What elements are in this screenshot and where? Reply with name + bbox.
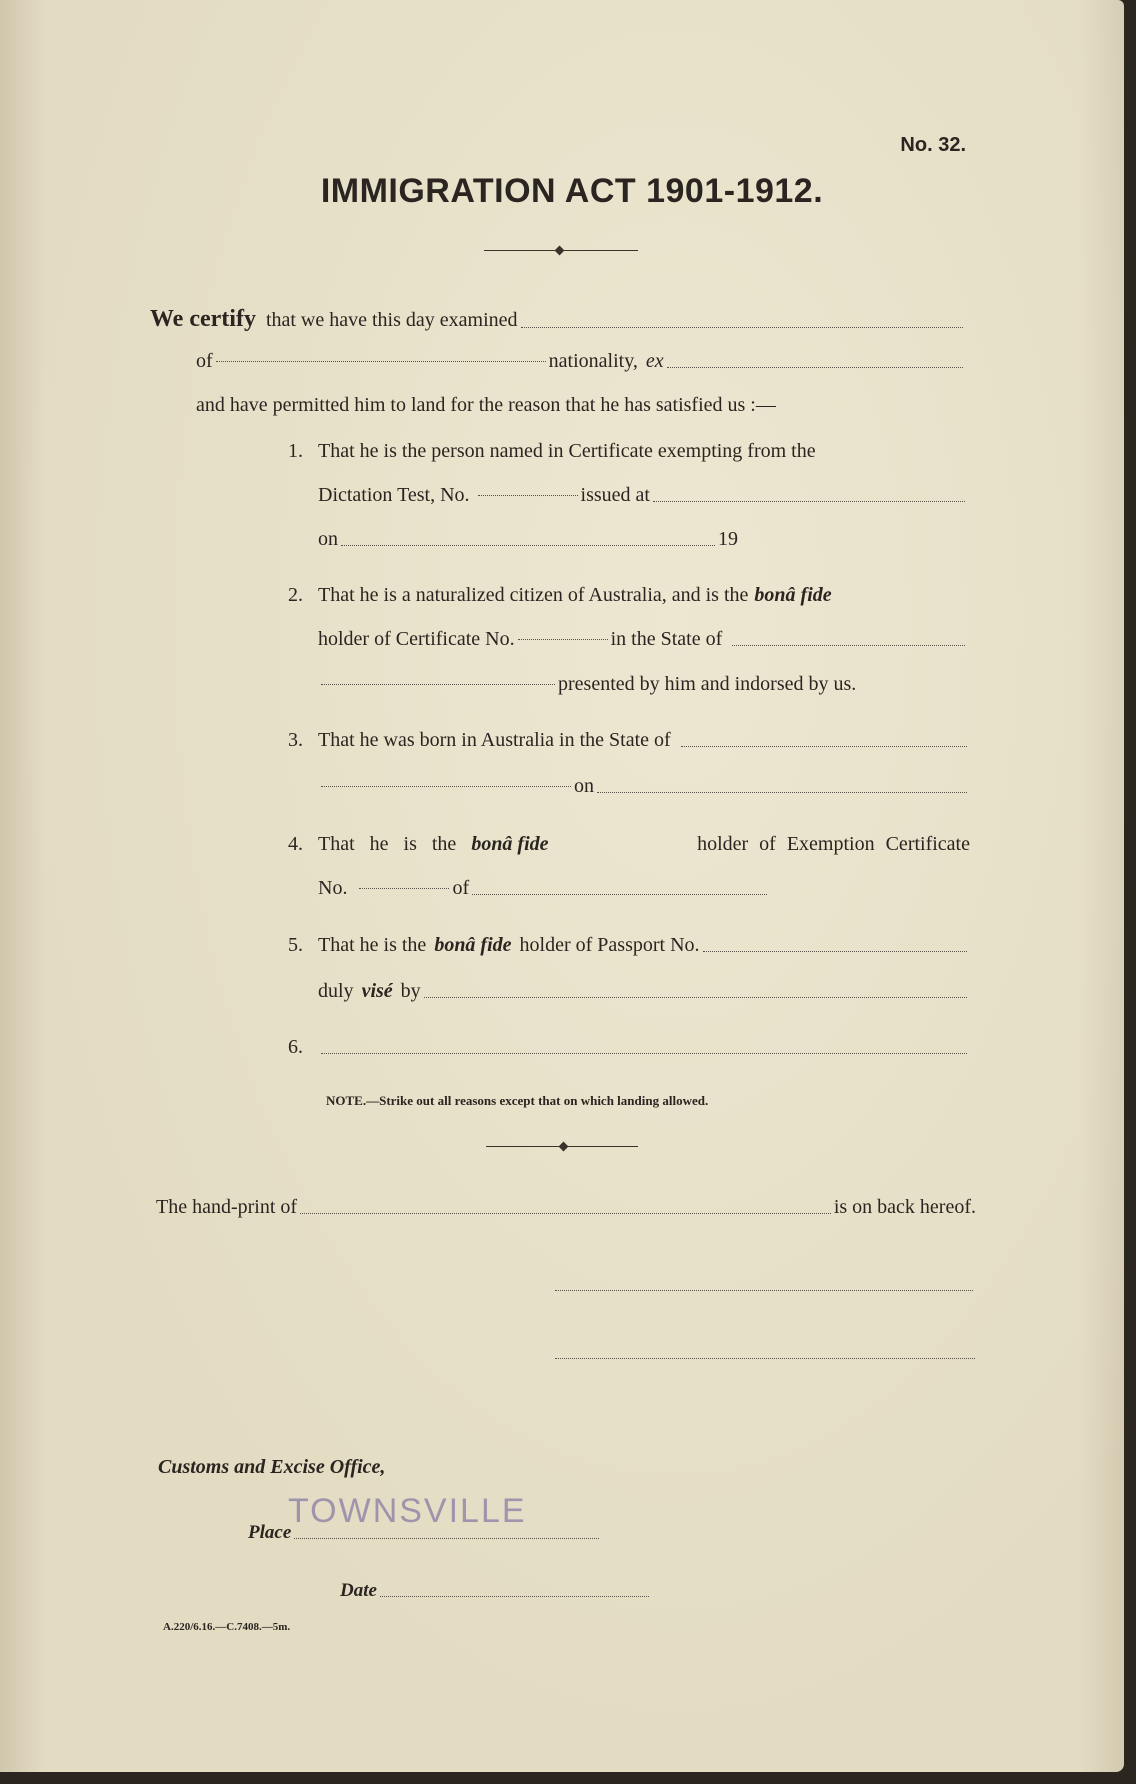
duly-label: duly <box>318 980 354 1002</box>
birth-date-field[interactable] <box>597 792 967 793</box>
bona-fide-text: bonâ fide <box>754 584 832 606</box>
reason-3-text: That he was born in Australia in the State of <box>318 729 671 751</box>
no-label: No. <box>318 877 348 899</box>
date-line <box>340 1580 652 1602</box>
reason-5-line-1 <box>288 934 970 957</box>
state-field[interactable] <box>732 645 965 646</box>
handprint-label: The hand-print of <box>156 1196 298 1218</box>
vise-by-field[interactable] <box>424 997 967 998</box>
page-title: IMMIGRATION ACT 1901-1912. <box>320 172 824 210</box>
reason-4-line-1 <box>288 833 970 856</box>
place-field[interactable] <box>294 1538 599 1539</box>
certify-text: that we have this day examined <box>265 309 518 331</box>
handprint-line <box>156 1196 976 1219</box>
certificate-number-field[interactable] <box>518 639 608 640</box>
ship-field[interactable] <box>667 367 963 368</box>
reason-1-number: 1. <box>288 440 303 462</box>
signature-field-2[interactable] <box>555 1358 975 1359</box>
reason-1-text: That he is the person named in Certificate exempting from the <box>318 440 816 462</box>
bona-fide-text: bonâ fide <box>434 934 512 956</box>
place-stamp: TOWNSVILLE <box>288 1492 527 1530</box>
birth-place-field[interactable] <box>321 786 571 787</box>
reason-4-text: That he is the <box>318 833 457 855</box>
reason-5-text: That he is the <box>318 934 427 956</box>
passport-number-field[interactable] <box>703 951 967 952</box>
reason-6-line <box>288 1036 970 1059</box>
of-label: of <box>196 350 213 372</box>
reason-2-text: That he is a naturalized citizen of Australia, and is the <box>318 584 749 606</box>
presented-text: presented by him and indorsed by us. <box>558 673 857 695</box>
reason-2-line-2 <box>318 628 968 651</box>
reason-4-line-2 <box>318 877 770 900</box>
form-number: No. 32. <box>900 134 966 156</box>
handprint-tail: is on back hereof. <box>833 1196 976 1218</box>
certificate-no-label: holder of Certificate No. <box>318 628 515 650</box>
ex-label: ex <box>645 350 664 372</box>
passport-label: holder of Passport No. <box>519 934 700 956</box>
vise-label: visé <box>361 980 393 1002</box>
date-label: Date <box>340 1580 377 1601</box>
signature-field-1[interactable] <box>555 1290 973 1291</box>
reason-6-number: 6. <box>288 1036 303 1058</box>
dictation-test-label: Dictation Test, No. <box>318 484 470 506</box>
certify-lead: We certify <box>150 306 256 332</box>
reason-6-field[interactable] <box>321 1053 967 1054</box>
reason-5-number: 5. <box>288 934 303 956</box>
place-line <box>248 1522 602 1544</box>
examined-name-field[interactable] <box>521 327 963 328</box>
birth-state-field[interactable] <box>681 746 967 747</box>
print-code: A.220/6.16.—C.7408.—5m. <box>163 1621 291 1633</box>
reason-4-number: 4. <box>288 833 303 855</box>
by-label: by <box>400 980 421 1002</box>
issued-date-field[interactable] <box>341 545 715 546</box>
reason-1-line-3 <box>318 528 738 551</box>
dictation-test-number-field[interactable] <box>478 495 578 496</box>
reason-2-line-1 <box>288 584 968 607</box>
exemption-number-field[interactable] <box>359 888 449 889</box>
certify-line <box>150 306 966 333</box>
issued-at-label: issued at <box>580 484 650 506</box>
place-label: Place <box>248 1522 292 1543</box>
reason-2-number: 2. <box>288 584 303 606</box>
on-label: on <box>574 775 594 797</box>
reason-5-line-2 <box>318 980 970 1003</box>
reason-1-line-2 <box>318 484 968 507</box>
issued-at-field[interactable] <box>653 501 965 502</box>
of-label: of <box>452 877 470 899</box>
origin-field[interactable] <box>216 361 546 362</box>
handprint-name-field[interactable] <box>300 1213 831 1214</box>
exemption-certificate-text: holder of Exemption Certificate <box>697 833 970 855</box>
exemption-of-field[interactable] <box>472 894 767 895</box>
reason-3-line-2 <box>318 775 970 798</box>
year-prefix: 19 <box>718 528 738 550</box>
permitted-text: and have permitted him to land for the reason that he has satisfied us :— <box>196 394 776 416</box>
state-label: in the State of <box>610 628 723 650</box>
state-continued-field[interactable] <box>321 684 555 685</box>
reason-3-line-1 <box>288 729 970 752</box>
reason-2-line-3 <box>318 673 968 696</box>
date-field[interactable] <box>380 1596 649 1597</box>
bona-fide-text: bonâ fide <box>471 833 549 855</box>
origin-line <box>196 350 966 373</box>
reason-1-line-1 <box>288 440 968 463</box>
note-text: NOTE.—Strike out all reasons except that on which landing allowed. <box>326 1093 709 1108</box>
on-label: on <box>318 528 338 550</box>
office-heading: Customs and Excise Office, <box>158 1456 386 1478</box>
nationality-label: nationality, <box>548 350 638 372</box>
reason-3-number: 3. <box>288 729 303 751</box>
permitted-line <box>196 394 976 417</box>
